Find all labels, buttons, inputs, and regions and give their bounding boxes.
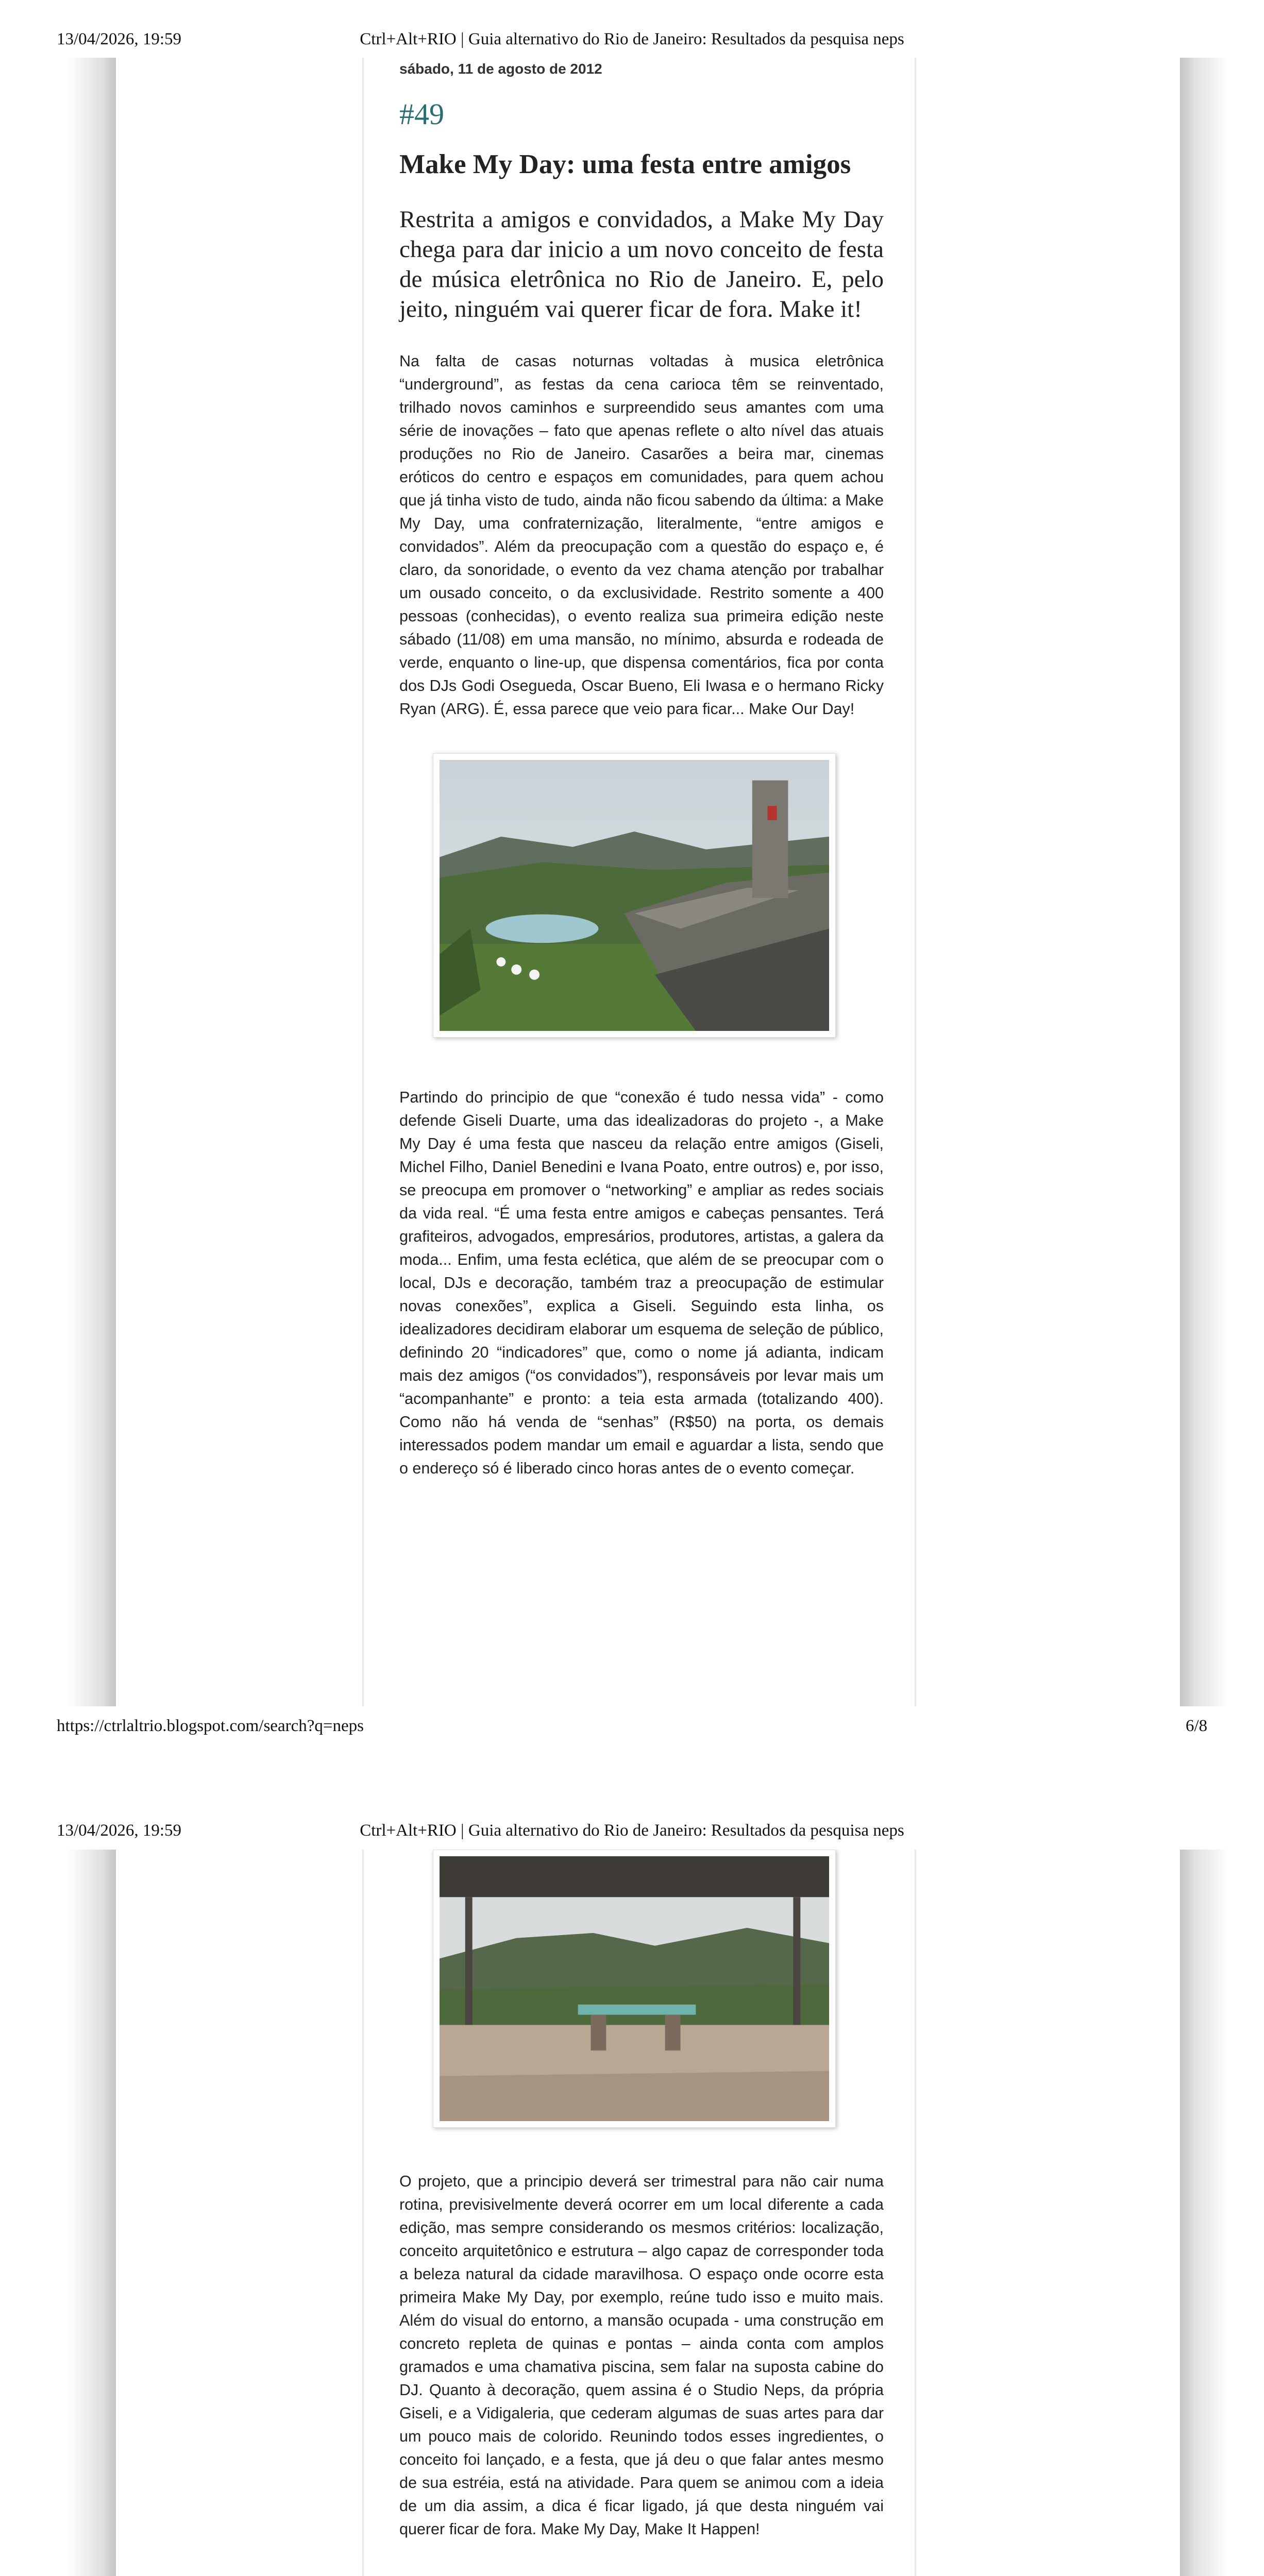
photo-mansion-pool[interactable] xyxy=(433,753,836,1038)
post-number: #49 xyxy=(399,97,444,131)
post-body-part1 xyxy=(399,61,884,721)
print-page-title: Ctrl+Alt+RIO | Guia alternativo do Rio de Janeiro: Resultados da pesquisa neps xyxy=(360,1821,904,1840)
mansion-pool-image xyxy=(440,760,829,1031)
print-footer-1 xyxy=(0,1711,1264,1742)
post-lead: Restrita a amigos e convidados, a Make My Day chega para dar inicio a um novo conceito de festa de música eletrônica no Rio de Janeiro. E, pelo jeito, ninguém vai querer ficar de fora. Make it! xyxy=(399,206,884,323)
post-date: sábado, 11 de agosto de 2012 xyxy=(399,61,602,77)
print-datetime: 13/04/2026, 19:59 xyxy=(57,30,182,48)
print-page-title: Ctrl+Alt+RIO | Guia alternativo do Rio de Janeiro: Resultados da pesquisa neps xyxy=(360,30,904,48)
post-paragraph-3: O projeto, que a principio deverá ser trimestral para não cair numa rotina, previsivelmente deverá ocorrer em um local diferente a cada edição, mas sempre considerando os mesmos critérios: localização, conceito arquitetônico e estrutura – algo capaz de corresponder toda a beleza natural da cidade maravilhosa. O espaço onde ocorre esta primeira Make My Day, por exemplo, reúne tudo isso e muito mais. Além do visual do entorno, a mansão ocupada - uma construção em concreto repleta de quinas e pontas – ainda conta com amplos gramados e uma chamativa piscina, sem falar na suposta cabine do DJ. Quanto à decoração, quem assina é o Studio Neps, da própria Giseli, e a Vidigaleria, que cederam algumas de suas artes para dar um pouco mais de colorido. Reunindo todos esses ingredientes, o conceito foi lançado, e a festa, que já deu o que falar antes mesmo de sua estréia, está na atividade. Para quem se animou com a ideia de um dia assim, a dica é ficar ligado, já que desta ninguém vai querer ficar de fora. Make My Day, Make It Happen! xyxy=(399,2173,884,2538)
post-body-part2 xyxy=(399,1086,884,1480)
print-datetime: 13/04/2026, 19:59 xyxy=(57,1821,182,1840)
post-paragraph-1: Na falta de casas noturnas voltadas à musica eletrônica “underground”, as festas da cena carioca têm se reinventado, trilhado novos caminhos e surpreendido seus amantes com uma série de inovações – fato que apenas reflete o alto nível das atuais produções no Rio de Janeiro. Casarões a beira mar, cinemas eróticos do centro e espaços em comunidades, para quem achou que já tinha visto de tudo, ainda não ficou sabendo da última: a Make My Day, uma confraternização, literalmente, “entre amigos e convidados”. Além da preocupação com a questão do espaço e, é claro, da sonoridade, o evento da vez chama atenção por trabalhar um ousado conceito, o da exclusividade. Restrito somente a 400 pessoas (conhecidas), o evento realiza sua primeira edição neste sábado (11/08) em uma mansão, no mínimo, absurda e rodeada de verde, enquanto o line-up, que dispensa comentários, fica por conta dos DJs Godi Osegueda, Oscar Bueno, Eli Iwasa e o hermano Ricky Ryan (ARG). É, essa parece que veio para ficar... Make Our Day! xyxy=(399,352,884,718)
post-paragraph-2: Partindo do principio de que “conexão é tudo nessa vida” - como defende Giseli Duarte, uma das idealizadoras do projeto -, a Make My Day é uma festa que nasceu da relação entre amigos (Giseli, Michel Filho, Daniel Benedini e Ivana Poato, entre outros) e, por isso, se preocupa em promover o “networking” e ampliar as redes sociais da vida real. “É uma festa entre amigos e cabeças pensantes. Terá grafiteiros, advogados, empresários, produtores, artistas, a galera da moda... Enfim, uma festa eclética, que além de se preocupar com o local, DJs e decoração, também traz a preocupação de estimular novas conexões”, explica a Giseli. Seguindo esta linha, os idealizadores decidiram elaborar um esquema de seleção de público, definindo 20 “indicadores” que, como o nome já adianta, indicam mais dez amigos (“os convidados”), responsáveis por levar mais um “acompanhante” e pronto: a teia esta armada (totalizando 400). Como não há venda de “senhas” (R$50) na porta, os demais interessados podem mandar um email e aguardar a lista, sendo que o endereço só é liberado cinco horas antes de o evento começar. xyxy=(399,1089,884,1477)
print-url: https://ctrlaltrio.blogspot.com/search?q=neps xyxy=(57,1717,364,1735)
print-page-number: 6/8 xyxy=(1185,1717,1207,1735)
photo-pavilion-table[interactable] xyxy=(433,1850,836,2128)
print-header-2 xyxy=(0,1816,1264,1847)
page-sheet-1 xyxy=(0,58,1264,1706)
post-body-part3 xyxy=(399,2170,884,2541)
pavilion-table-image xyxy=(440,1856,829,2121)
post-title[interactable]: Make My Day: uma festa entre amigos xyxy=(399,149,851,179)
print-header-1 xyxy=(0,25,1264,56)
page-sheet-2 xyxy=(0,1850,1264,2576)
